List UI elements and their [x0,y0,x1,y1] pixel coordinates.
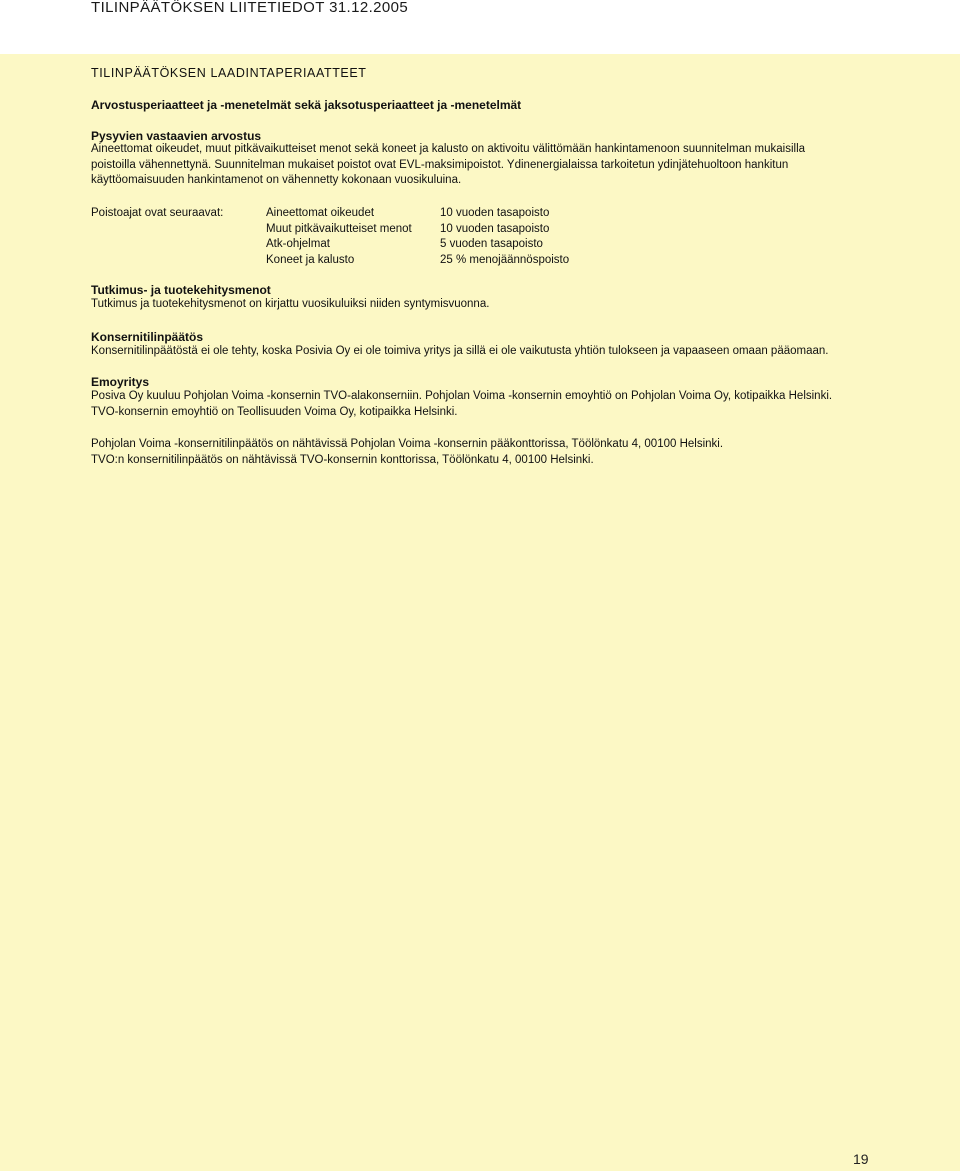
principles-heading: Arvostusperiaatteet ja -menetelmät sekä jaksotusperiaatteet ja -menetelmät [91,98,522,112]
paragraph-line: Posiva Oy kuuluu Pohjolan Voima -konsernin TVO-alakonserniin. Pohjolan Voima -konsernin emoyhtiö on Pohjolan Voima Oy, kotipaikka Helsinki. [91,390,833,402]
group-heading: Konsernitilinpäätös [91,330,204,344]
page-number: 19 [853,1151,869,1167]
paragraph-line: käyttöomaisuuden hankintamenot on vähennetty kokonaan vuosikuluina. [91,174,462,186]
depreciation-method: 5 vuoden tasapoisto [440,238,543,250]
asset-name: Koneet ja kalusto [266,253,355,266]
depreciation-method: 10 vuoden tasapoisto [440,222,550,235]
depreciation-method: 10 vuoden tasapoisto [440,207,550,219]
asset-name: Muut pitkävaikutteiset menot [266,222,412,235]
parent-heading: Emoyritys [91,375,150,389]
parent-paragraph [91,389,881,420]
asset-name: Aineettomat oikeudet [266,207,375,219]
paragraph-line: Tutkimus ja tuotekehitysmenot on kirjattu vuosikuluiksi niiden syntymisvuonna. [91,298,490,310]
fixed-assets-heading: Pysyvien vastaavien arvostus [91,129,262,143]
paragraph-line: TVO:n konsernitilinpäätös on nähtävissä TVO-konsernin konttorissa, Töölönkatu 4, 00100 Helsinki. [91,453,594,466]
asset-name: Atk-ohjelmat [266,238,330,250]
paragraph-line: TVO-konsernin emoyhtiö on Teollisuuden Voima Oy, kotipaikka Helsinki. [91,405,458,418]
paragraph-line: Pohjolan Voima -konsernitilinpäätös on nähtävissä Pohjolan Voima -konsernin pääkonttorissa, Töölönkatu 4, 00100 Helsinki. [91,438,724,450]
research-heading: Tutkimus- ja tuotekehitysmenot [91,283,271,297]
availability-paragraph [91,437,881,468]
document-title: TILINPÄÄTÖKSEN LIITETIEDOT 31.12.2005 [91,0,409,16]
paragraph-line: poistoilla vähennettynä. Suunnitelman mukaiset poistot ovat EVL-maksimipoistot. Ydinenergialaissa tarkoitetun ydinjätehuoltoon hankitun [91,158,789,171]
group-paragraph [91,344,881,360]
paragraph-line: Konsernitilinpäätöstä ei ole tehty, koska Posivia Oy ei ole toimiva yritys ja sillä ei ole vaikutusta yhtiön tulokseen ja vapaaseen omaan pääomaan. [91,345,829,357]
depreciation-label: Poistoajat ovat seuraavat: [91,207,224,219]
section-title: TILINPÄÄTÖKSEN LAADINTAPERIAATTEET [91,66,367,80]
depreciation-method: 25 % menojäännöspoisto [440,253,570,266]
page-header [0,0,960,54]
fixed-assets-paragraph [91,142,881,189]
notes-content [0,54,960,1171]
paragraph-line: Aineettomat oikeudet, muut pitkävaikutteiset menot sekä koneet ja kalusto on aktivoitu välittömään hankintamenoon suunnitelman mukaisilla [91,143,806,155]
research-paragraph [91,297,881,313]
